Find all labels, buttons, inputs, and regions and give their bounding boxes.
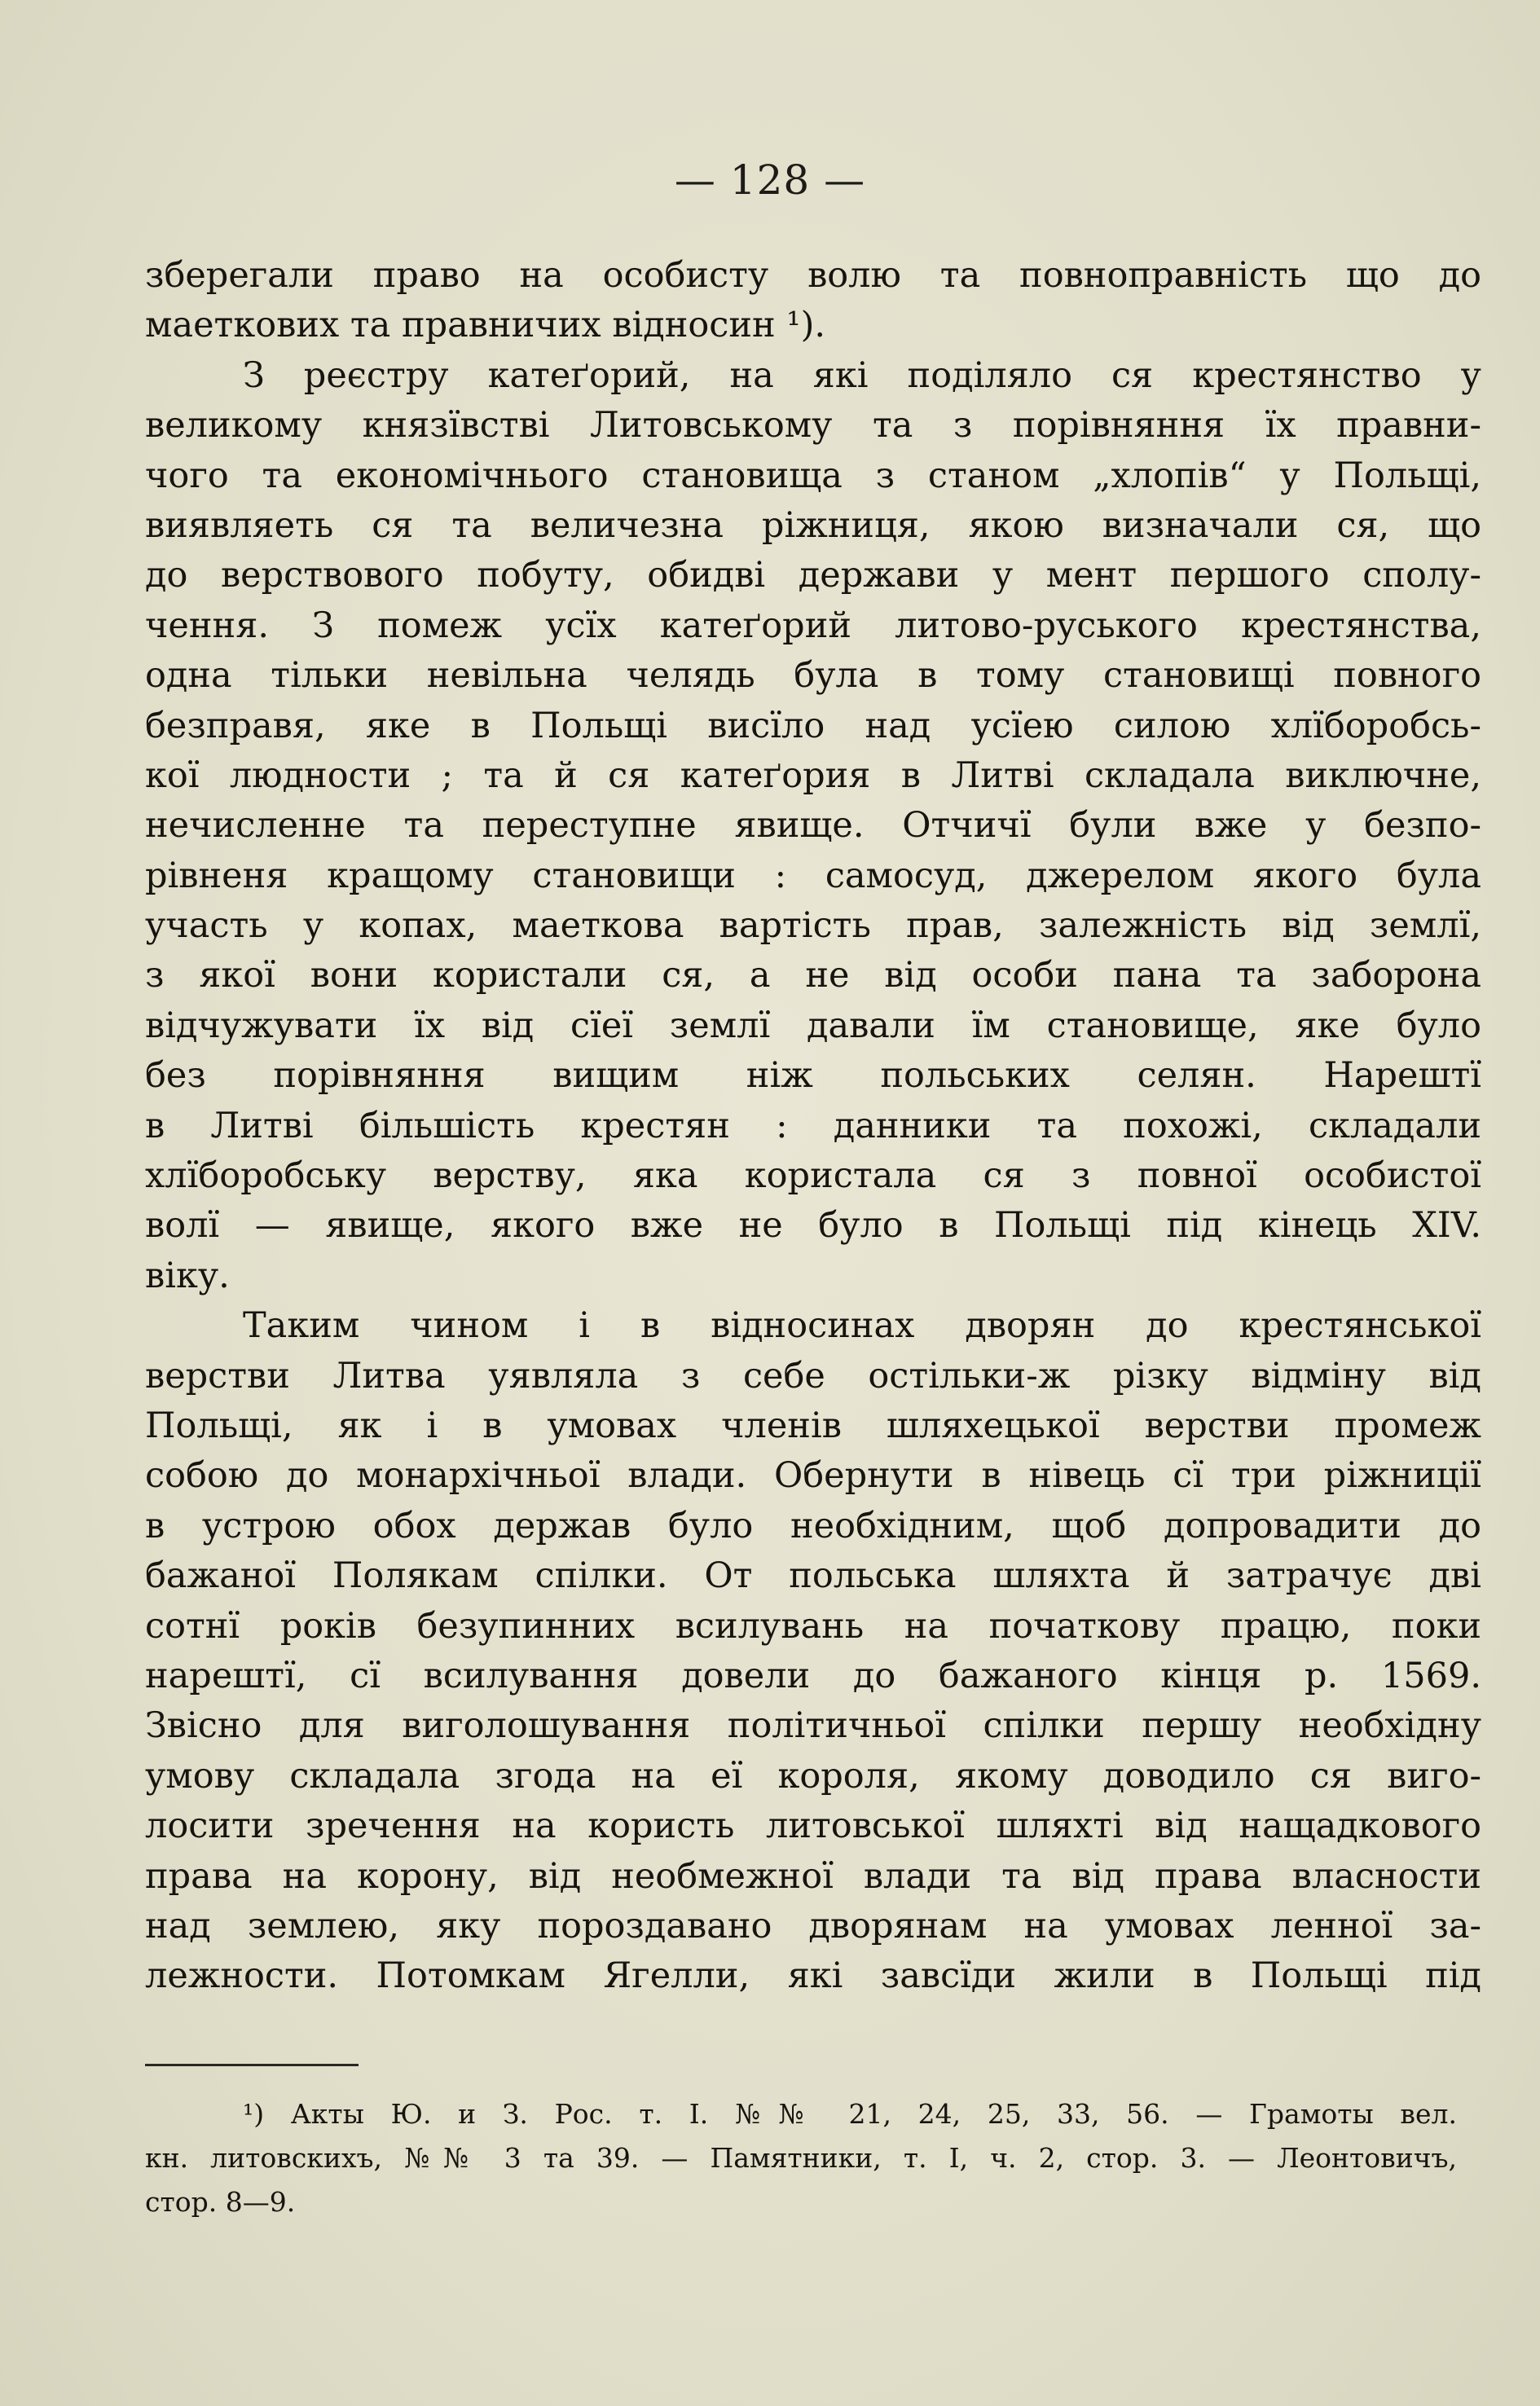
text-line: верстви Литва уявляла з себе остільки-ж різку відміну від [145, 1355, 1481, 1397]
footnote-line: стор. 8—9. [145, 2186, 296, 2218]
text-line: нечисленне та переступне явище. Отчичї були вже у безпо- [145, 805, 1481, 847]
footnotes [145, 2092, 1457, 2224]
text-line: лежности. Потомкам Ягелли, які завсїди жили в Польщі під [145, 1955, 1481, 1997]
text-line: з якої вони користали ся, а не від особи пана та заборона [145, 955, 1481, 996]
page-number: — 128 — [674, 156, 866, 204]
text-line: над землею, яку пороздавано дворянам на умовах ленної за- [145, 1905, 1481, 1946]
text-line: сотнї років безупинних всилувань на початкову працю, поки [145, 1605, 1481, 1647]
text-line: Польщі, як і в умовах членів шляхецької верстви промеж [145, 1405, 1481, 1446]
text-line: участь у копах, маеткова вартість прав, залежність від землї, [145, 905, 1481, 947]
text-line: З реєстру катеґорий, на які поділяло ся крестянство у [243, 354, 1481, 396]
text-line: до верствового побуту, обидві держави у мент першого сполу- [145, 555, 1481, 596]
text-line: одна тільки невільна челядь була в тому становищі повного [145, 655, 1481, 697]
text-line: хлїборобську верству, яка користала ся з повної особистої [145, 1155, 1481, 1197]
text-line: маеткових та правничих відносин ¹). [145, 305, 826, 346]
text-line: без порівняння вищим ніж польських селян. Нарештї [145, 1055, 1481, 1097]
text-line: чення. З помеж усїх катеґорий литово-руського крестянства, [145, 605, 1481, 646]
text-line: кої людности ; та й ся катеґория в Литві складала виключне, [145, 754, 1481, 796]
text-line: Звісно для виголошування політичньої спілки першу необхідну [145, 1705, 1481, 1747]
text-line: безправя, яке в Польщі висїло над усїею силою хлїборобсь- [145, 705, 1481, 746]
text-line: нарештї, сї всилування довели до бажаного кінця р. 1569. [145, 1655, 1481, 1696]
text-line: лосити зречення на користь литовської шляхті від нащадкового [145, 1806, 1481, 1847]
text-line: собою до монархічньої влади. Обернути в нівець сї три ріжниції [145, 1455, 1481, 1497]
text-line: відчужувати їх від сїеї землї давали їм становище, яке було [145, 1005, 1481, 1046]
text-line: великому князївстві Литовському та з порівняння їх правни- [145, 405, 1481, 446]
text-line: права на корону, від необмежної влади та від права власности [145, 1855, 1481, 1897]
text-line: волї — явище, якого вже не було в Польщі під кінець XIV. [145, 1205, 1481, 1247]
text-line: віку. [145, 1255, 230, 1296]
footnote-line: ¹) Акты Ю. и З. Рос. т. I. №№ 21, 24, 25, 33, 56. — Грамоты вел. [243, 2098, 1457, 2130]
text-line: Таким чином і в відносинах дворян до крестянської [243, 1305, 1481, 1347]
body-text [145, 251, 1481, 2002]
text-line: зберегали право на особисту волю та повноправність що до [145, 255, 1481, 296]
footnote-line: кн. литовскихъ, №№ 3 та 39. — Памятники, т. I, ч. 2, стор. 3. — Леонтовичъ, [145, 2142, 1457, 2174]
text-line: в устрою обох держав було необхідним, щоб допровадити до [145, 1505, 1481, 1546]
text-line: рівненя кращому становищи : самосуд, джерелом якого була [145, 855, 1481, 896]
text-line: чого та економічнього становища з станом „хлопів“ у Польщі, [145, 455, 1481, 496]
footnote-divider [145, 2064, 359, 2066]
text-line: в Литві більшість крестян : данники та похожі, складали [145, 1105, 1481, 1146]
text-line: умову складала згода на еї короля, якому доводило ся виго- [145, 1755, 1481, 1797]
text-line: виявляеть ся та величезна ріжниця, якою визначали ся, що [145, 504, 1481, 546]
text-line: бажаної Полякам спілки. От польська шляхта й затрачує дві [145, 1555, 1481, 1597]
